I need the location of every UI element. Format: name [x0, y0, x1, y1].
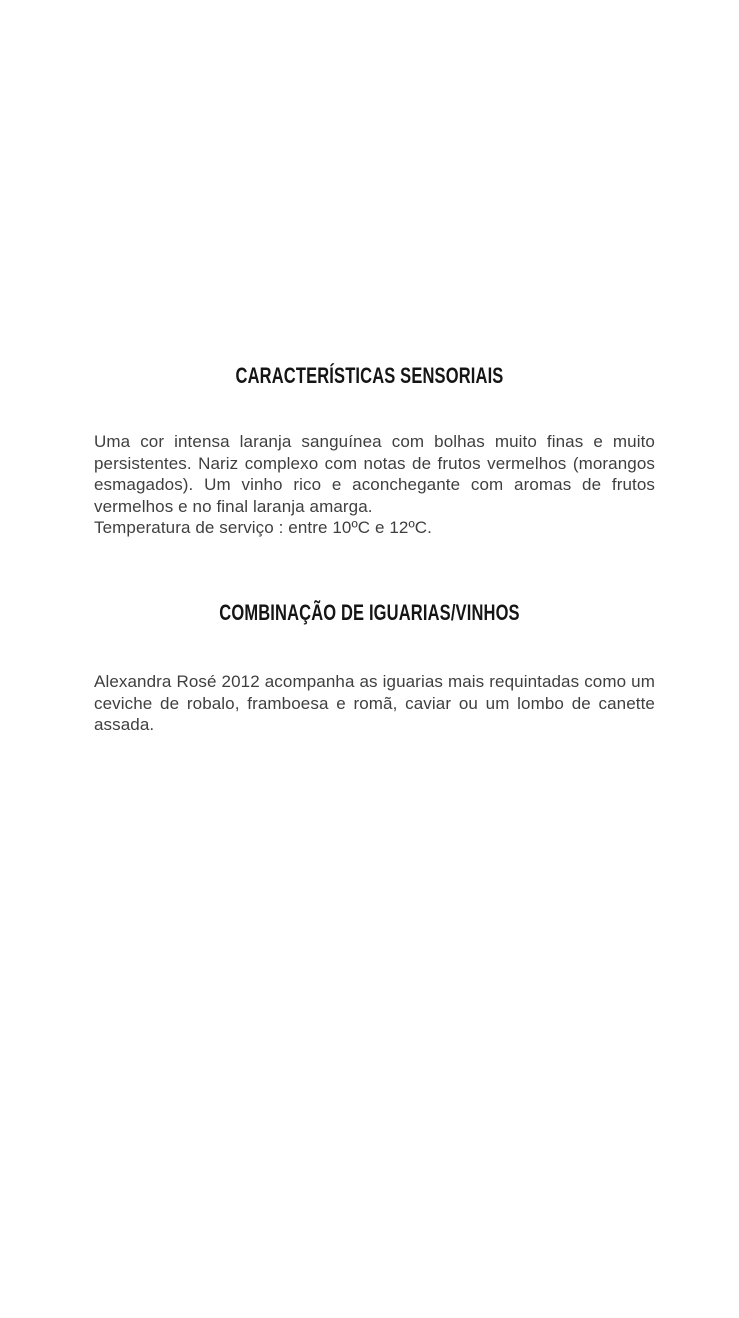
- paragraph-sensory-description: Uma cor intensa laranja sanguínea com bolhas muito finas e muito persistentes. Nariz complexo com notas de frutos vermelhos (morangos esmagados). Um vinho rico e aconchegante com aromas de frutos vermelhos e no final laranja amarga.: [94, 432, 655, 516]
- section-body-caracteristicas-sensoriais: [94, 431, 655, 539]
- section-heading-caracteristicas-sensoriais: CARACTERÍSTICAS SENSORIAIS: [235, 363, 504, 388]
- section-heading-combinacao-iguarias-vinhos: COMBINAÇÃO DE IGUARIAS/VINHOS: [219, 600, 520, 625]
- paragraph-food-pairing: Alexandra Rosé 2012 acompanha as iguarias mais requintadas como um ceviche de robalo, framboesa e romã, caviar ou um lombo de canette assada.: [94, 672, 655, 734]
- section-body-combinacao-iguarias-vinhos: [94, 671, 655, 736]
- paragraph-serving-temperature: Temperatura de serviço : entre 10ºC e 12ºC.: [94, 518, 432, 537]
